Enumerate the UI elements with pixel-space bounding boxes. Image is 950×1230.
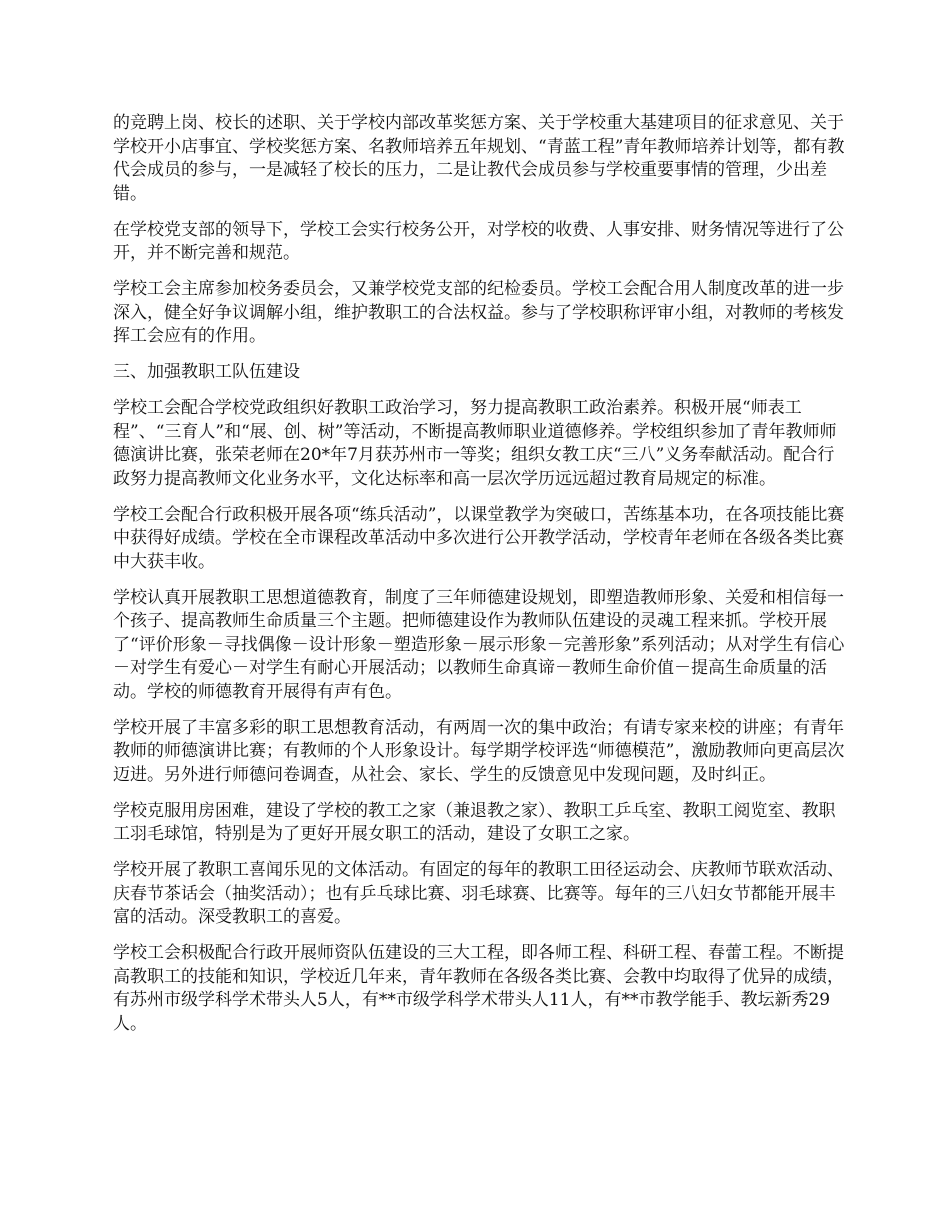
paragraph-1: 的竞聘上岗、校长的述职、关于学校内部改革奖惩方案、关于学校重大基建项目的征求意见、关于学校开小店事宜、学校奖惩方案、名教师培养五年规划、“青蓝工程”青年教师培养计划等，都有教代会成员的参与，一是减轻了校长的压力，二是让教代会成员参与学校重要事情的管理，少出差错。 bbox=[113, 113, 845, 204]
paragraph-3: 学校工会主席参加校务委员会，又兼学校党支部的纪检委员。学校工会配合用人制度改革的进一步深入，健全好争议调解小组，维护教职工的合法权益。参与了学校职称评审小组，对教师的考核发挥工会应有的作用。 bbox=[113, 279, 844, 346]
paragraph-5: 学校工会配合行政积极开展各项“练兵活动”，以课堂教学为突破口，苦练基本功，在各项技能比赛中获得好成绩。学校在全市课程改革活动中多次进行公开教学活动，学校青年老师在各级各类比赛中大获丰收。 bbox=[113, 504, 845, 572]
paragraph-9: 学校开展了教职工喜闻乐见的文体活动。有固定的每年的教职工田径运动会、庆教师节联欢活动、庆春节茶话会（抽奖活动）；也有乒乓球比赛、羽毛球赛、比赛等。每年的三八妇女节都能开展丰富的活动。深受教职工的喜爱。 bbox=[113, 860, 844, 927]
paragraph-10: 学校工会积极配合行政开展师资队伍建设的三大工程，即各师工程、科研工程、春蕾工程。不断提高教职工的技能和知识，学校近几年来，青年教师在各级各类比赛、会教中均取得了优异的成绩，有苏州市级学科学术带头人5人，有**市级学科学术带头人11人，有**市教学能手、教坛新秀29人。 bbox=[113, 943, 844, 1034]
paragraph-7: 学校开展了丰富多彩的职工思想教育活动，有两周一次的集中政治；有请专家来校的讲座；有青年教师的师德演讲比赛；有教师的个人形象设计。每学期学校评选“师德模范”，激励教师向更高层次迈进。另外进行师德问卷调查，从社会、家长、学生的反馈意见中发现问题，及时纠正。 bbox=[113, 717, 845, 785]
paragraph-6: 学校认真开展教职工思想道德教育，制度了三年师德建设规划，即塑造教师形象、关爱和相信每一个孩子、提高教师生命质量三个主题。把师德建设作为教师队伍建设的灵魂工程来抓。学校开展了“评价形象－寻找偶像－设计形象－塑造形象－展示形象－完善形象”系列活动；从对学生有信心－对学生有爱心－对学生有耐心开展活动；以教师生命真谛－教师生命价值－提高生命质量的活动。学校的师德教育开展得有声有色。 bbox=[113, 587, 845, 702]
paragraph-2: 在学校党支部的领导下，学校工会实行校务公开，对学校的收费、人事安排、财务情况等进行了公开，并不断完善和规范。 bbox=[113, 219, 844, 263]
document-body bbox=[113, 112, 849, 1049]
paragraph-4: 学校工会配合学校党政组织好教职工政治学习，努力提高教职工政治素养。积极开展“师表工程”、“三育人”和“展、创、树”等活动，不断提高教师职业道德修养。学校组织参加了青年教师师德演讲比赛，张荣老师在20*年7月获苏州市一等奖；组织女教工庆“三八”义务奉献活动。配合行政努力提高教师文化业务水平，文化达标率和高一层次学历远远超过教育局规定的标准。 bbox=[113, 398, 837, 489]
paragraph-8: 学校克服用房困难，建设了学校的教工之家（兼退教之家）、教职工乒乓室、教职工阅览室、教职工羽毛球馆，特别是为了更好开展女职工的活动，建设了女职工之家。 bbox=[113, 800, 836, 844]
section-heading: 三、加强教职工队伍建设 bbox=[113, 362, 300, 382]
